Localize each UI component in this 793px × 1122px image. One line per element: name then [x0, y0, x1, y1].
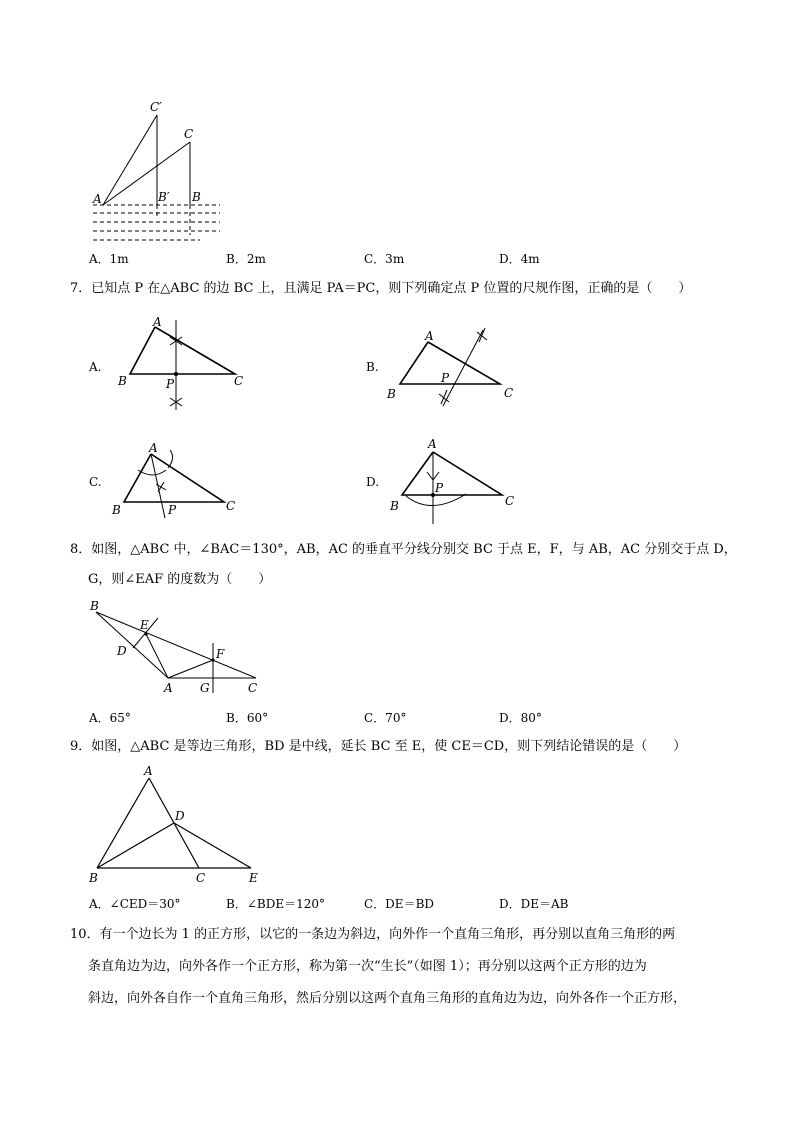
q7c-label-c: C — [226, 499, 236, 513]
q8-label-f: F — [216, 647, 225, 661]
q7b-label-b: B — [387, 387, 396, 401]
q7d-label-a: A — [428, 437, 437, 451]
q9-stem: 9．如图，△ABC 是等边三角形，BD 是中线，延长 BC 至 E，使 CE＝CD，则下列结论错误的是（ ） — [70, 739, 687, 754]
q9-option-c[interactable]: C．DE＝BD — [364, 897, 435, 911]
q7a-label-p: P — [166, 377, 175, 391]
q8-option-c[interactable]: C．70° — [364, 711, 407, 725]
q9-label-c: C — [196, 871, 206, 885]
q10-line3: 斜边，向外各自作一个直角三角形，然后分别以这两个直角三角形的直角边为边，向外各作一个正方形， — [88, 991, 687, 1006]
q7-option-d-label[interactable]: D. — [366, 475, 380, 489]
q10-line1: 10．有一个边长为 1 的正方形，以它的一条边为斜边，向外作一个直角三角形，再分别以直角三角形的两 — [70, 927, 676, 942]
q7c-label-a: A — [149, 441, 158, 455]
q6-label-b: B — [192, 190, 201, 204]
q7a-label-a: A — [153, 315, 162, 329]
q9-label-a: A — [144, 764, 153, 778]
q6-label-c-prime: C′ — [150, 100, 162, 114]
q9-label-b: B — [89, 871, 98, 885]
q8-label-c: C — [248, 681, 258, 695]
q6-figure — [85, 95, 235, 245]
q7c-label-b: B — [112, 503, 121, 517]
q7c-label-p: P — [168, 503, 177, 517]
q8-label-d: D — [117, 644, 127, 658]
q7-option-a-label[interactable]: A. — [89, 360, 102, 374]
q7d-label-b: B — [390, 499, 399, 513]
q6-label-a: A — [93, 192, 102, 206]
q6-option-a[interactable]: A．1m — [89, 252, 129, 266]
q8-label-b: B — [90, 599, 99, 613]
q7a-label-b: B — [118, 374, 127, 388]
q9-label-d: D — [175, 809, 185, 823]
q8-label-a: A — [164, 681, 173, 695]
q7-figure-b — [383, 322, 533, 407]
q7b-label-p: P — [441, 371, 450, 385]
q9-option-b[interactable]: B．∠BDE＝120° — [226, 897, 325, 911]
q9-option-d[interactable]: D．DE＝AB — [499, 897, 569, 911]
q7-option-c-label[interactable]: C. — [89, 475, 102, 489]
q8-stem-line2: G，则∠EAF 的度数为（ ） — [88, 572, 272, 587]
q7-figure-c — [108, 440, 248, 520]
q7-figure-a — [110, 312, 260, 417]
q8-option-a[interactable]: A．65° — [89, 711, 131, 725]
q6-label-b-prime: B′ — [158, 190, 170, 204]
q6-label-c: C — [184, 127, 194, 141]
q6-option-d[interactable]: D．4m — [499, 252, 540, 266]
q7-figure-d — [386, 436, 526, 526]
q7-stem: 7．已知点 P 在△ABC 的边 BC 上，且满足 PA＝PC，则下列确定点 P 位置的尺规作图，正确的是（ ） — [70, 281, 692, 296]
q7a-label-c: C — [234, 374, 244, 388]
q7b-label-c: C — [504, 386, 514, 400]
q9-label-e: E — [249, 871, 258, 885]
q8-stem-line1: 8．如图，△ABC 中，∠BAC＝130°，AB，AC 的垂直平分线分别交 BC 于点 E，F，与 AB，AC 分别交于点 D， — [70, 542, 737, 557]
q8-label-g: G — [200, 681, 210, 695]
q8-label-e: E — [140, 618, 149, 632]
q8-option-d[interactable]: D．80° — [499, 711, 542, 725]
q7b-label-a: A — [425, 329, 434, 343]
q8-figure — [88, 598, 268, 698]
q7d-label-p: P — [435, 481, 444, 495]
q9-option-a[interactable]: A．∠CED＝30° — [89, 897, 181, 911]
q8-option-b[interactable]: B．60° — [226, 711, 269, 725]
q6-option-c[interactable]: C．3m — [364, 252, 405, 266]
q7d-label-c: C — [505, 494, 515, 508]
q9-figure — [85, 762, 270, 887]
q10-line2: 条直角边为边，向外各作一个正方形，称为第一次“生长”（如图 1）；再分别以这两个正方形的边为 — [88, 959, 647, 974]
q6-option-b[interactable]: B．2m — [226, 252, 266, 266]
q7-option-b-label[interactable]: B. — [366, 360, 379, 374]
